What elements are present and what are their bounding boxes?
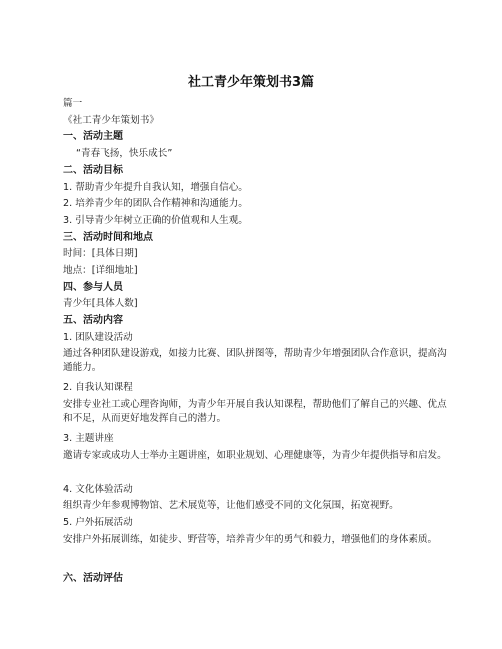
content-item-title: 5. 户外拓展活动 [63,517,133,528]
participants-line: 青少年[具体人数] [63,298,138,309]
document-name: 《社工青少年策划书》 [63,115,159,126]
section-heading-evaluation: 六、活动评估 [63,573,123,584]
content-item-title: 2. 自我认知课程 [63,382,133,393]
content-item-title: 4. 文化体验活动 [63,484,133,495]
content-item-desc: 通过各种团队建设游戏，如接力比赛、团队拼图等，帮助青少年增强团队合作意识，提高沟通能力。 [63,348,447,373]
content-item-desc: 安排户外拓展训练，如徒步、野营等，培养青少年的勇气和毅力，增强他们的身体素质。 [63,534,438,545]
goal-item: 1. 帮助青少年提升自我认知，增强自信心。 [63,182,248,193]
section-heading-goals: 二、活动目标 [63,165,123,176]
goal-item: 2. 培养青少年的团队合作精神和沟通能力。 [63,198,248,209]
content-item-desc: 组织青少年参观博物馆、艺术展览等，让他们感受不同的文化氛围，拓宽视野。 [63,500,399,511]
section-heading-time-place: 三、活动时间和地点 [63,232,153,243]
place-line: 地点：[详细地址] [63,265,138,276]
content-item-title: 1. 团队建设活动 [63,332,133,343]
part-label: 篇一 [63,98,83,109]
section-heading-theme: 一、活动主题 [63,131,123,142]
document-title: 社工青少年策划书3篇 [187,75,315,90]
goal-item: 3. 引导青少年树立正确的价值观和人生观。 [63,215,248,226]
content-item-title: 3. 主题讲座 [63,433,114,444]
content-item-desc: 邀请专家或成功人士举办主题讲座，如职业规划、心理健康等，为青少年提供指导和启发。 [63,450,447,461]
section-heading-participants: 四、参与人员 [63,282,123,293]
section-heading-content: 五、活动内容 [63,315,123,326]
time-line: 时间：[具体日期] [63,248,138,259]
content-item-desc: 安排专业社工或心理咨询师，为青少年开展自我认知课程，帮助他们了解自己的兴趣、优点和不足，从而更好地发挥自己的潜力。 [63,399,447,424]
theme-text: “青春飞扬，快乐成长” [76,148,173,159]
